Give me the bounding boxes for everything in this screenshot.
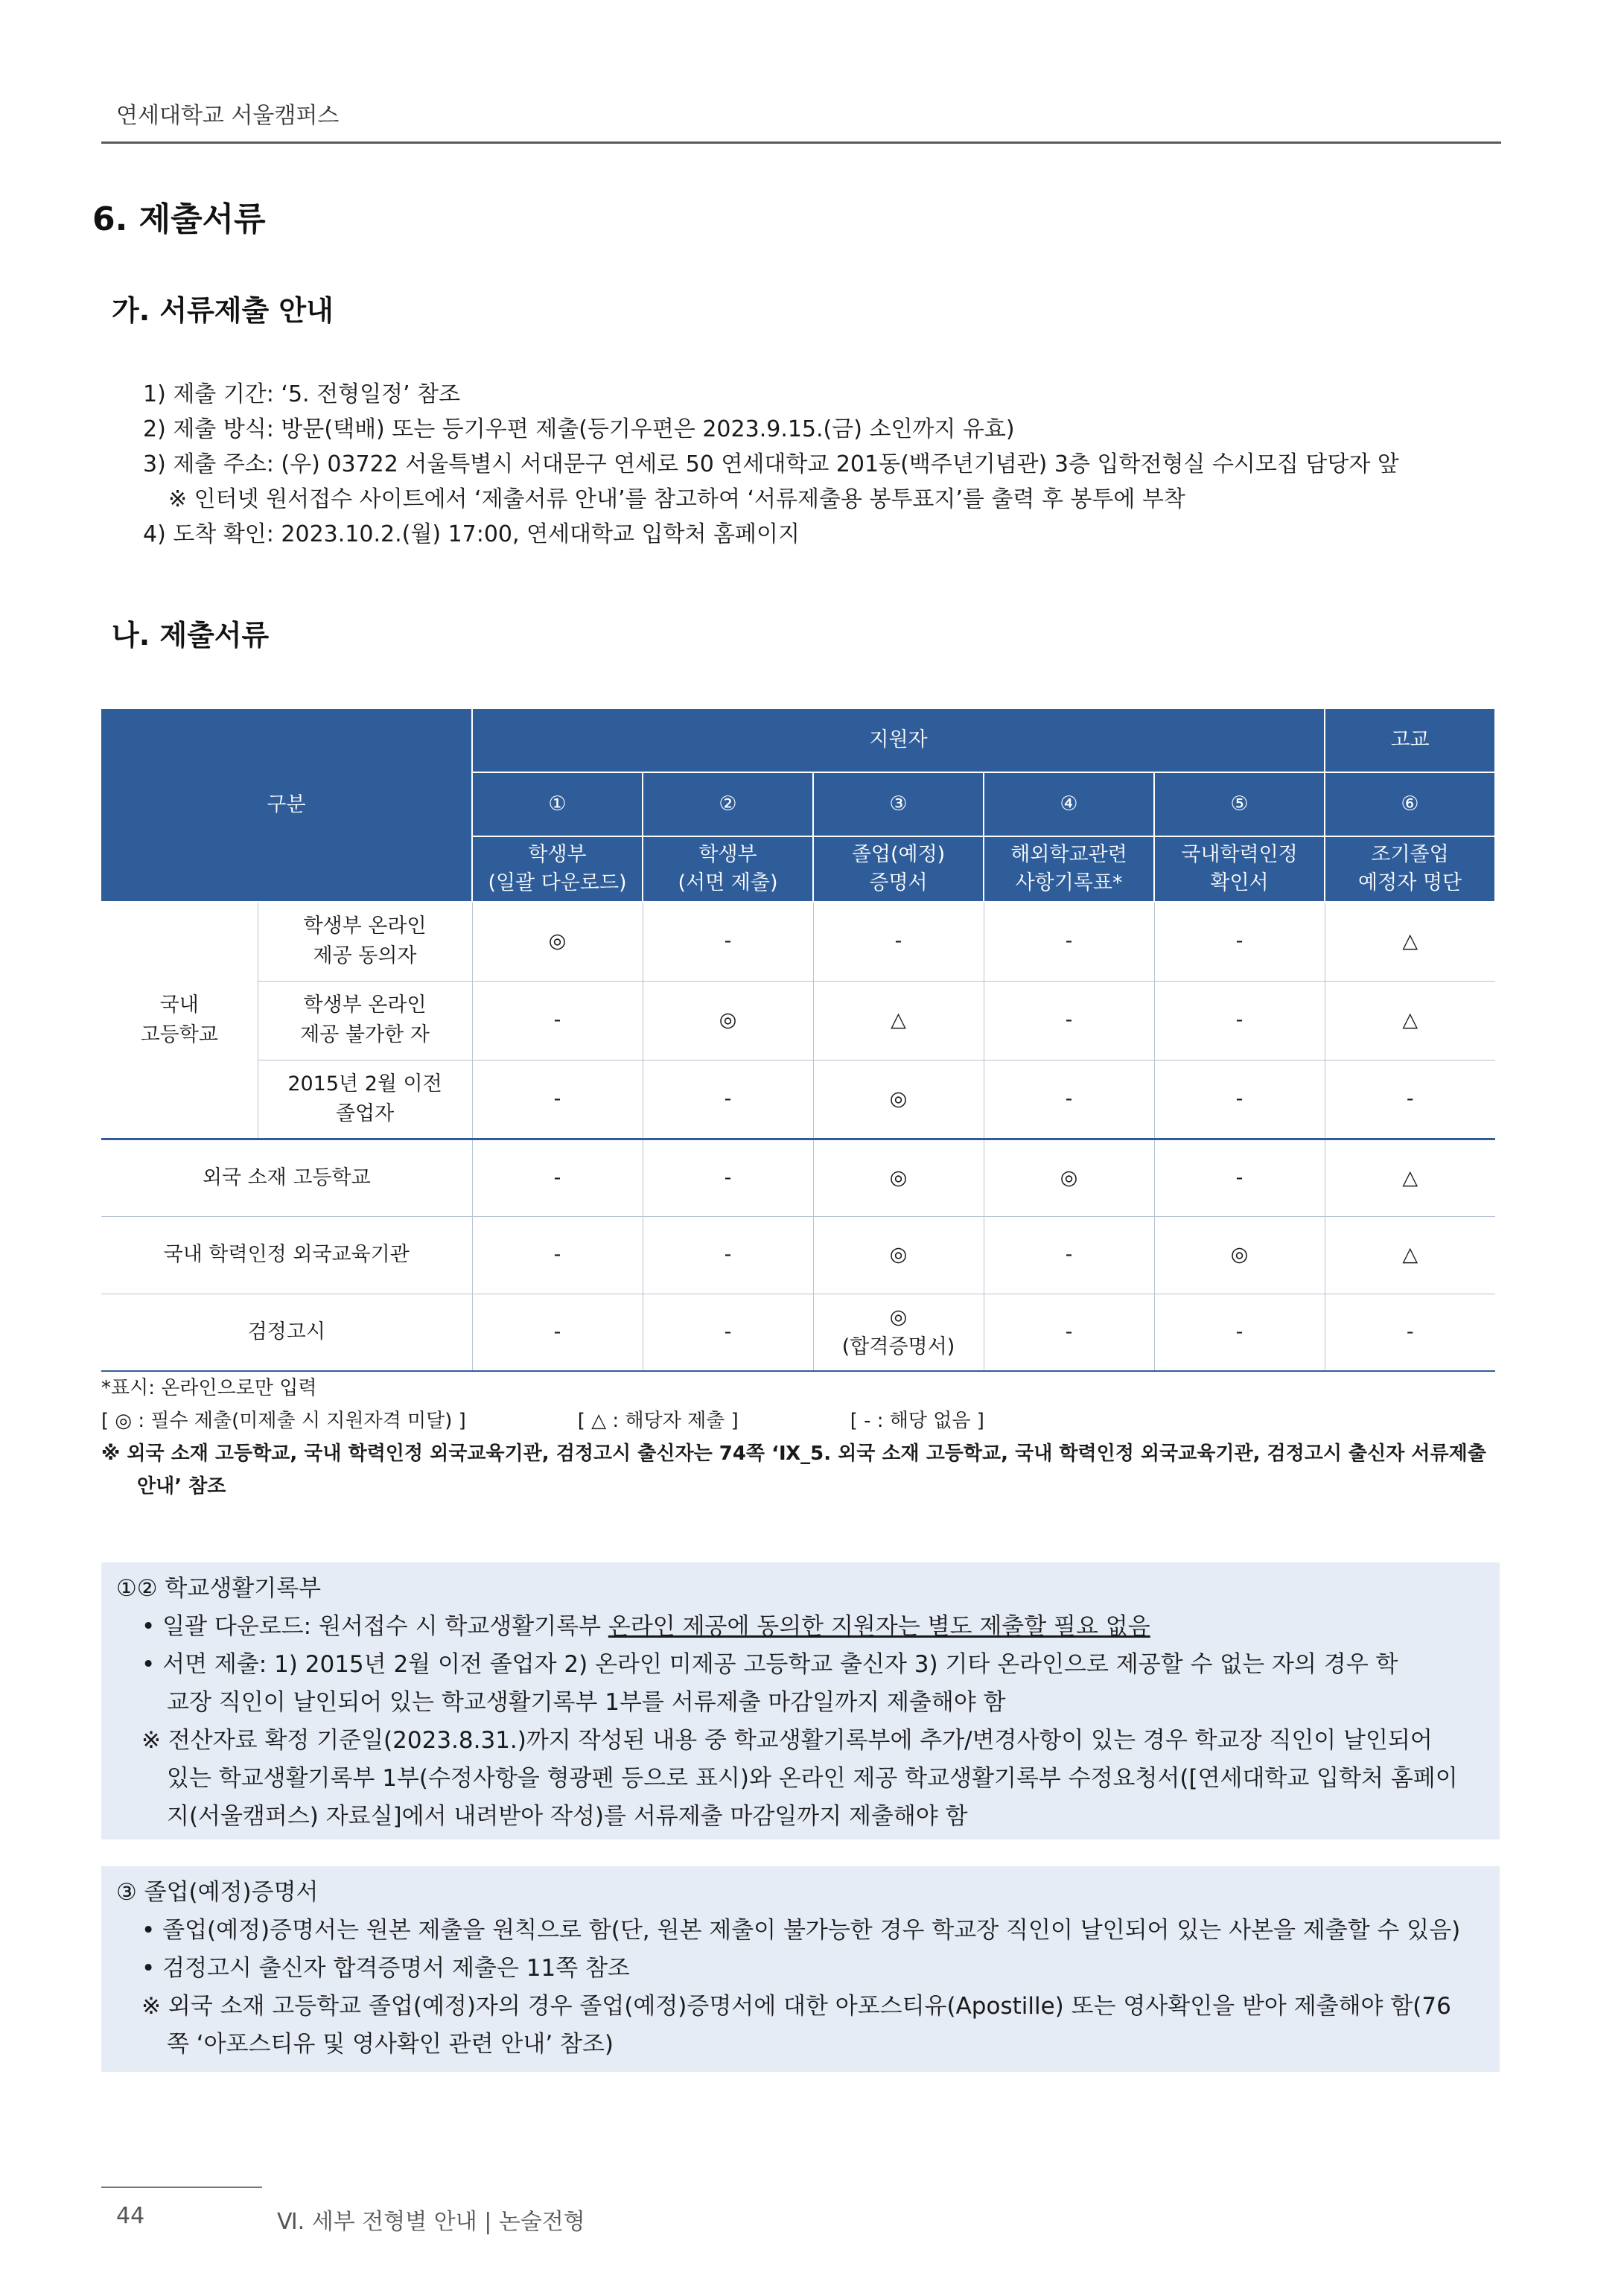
cell: - [1154,1060,1325,1139]
cell: △ [813,981,984,1060]
cell: - [1325,1294,1495,1371]
cell: - [472,1060,643,1139]
page-number: 44 [116,2203,145,2229]
school-record-bullet-paper: • 서면 제출: 1) 2015년 2월 이전 졸업자 2) 온라인 미제공 고등학교 출신자 3) 기타 온라인으로 제공할 수 없는 자의 경우 학 [141,1651,1398,1678]
table-row [101,1294,1495,1371]
header-number: ⑤ [1154,772,1325,836]
cell: - [1325,1060,1495,1139]
school-record-title: ①② 학교생활기록부 [116,1575,322,1602]
cell: - [643,902,813,981]
cell: - [984,981,1154,1060]
cell: - [984,902,1154,981]
cell: - [643,1294,813,1371]
cell: △ [1325,902,1495,981]
foreign-school-note-cont: 안내’ 참조 [137,1475,226,1498]
header-doc-name: 학생부 (일괄 다운로드) [472,836,643,902]
header-applicant: 지원자 [472,708,1325,772]
legend-applicable: [ △ : 해당자 제출 ] [577,1410,739,1432]
cell: △ [1325,1139,1495,1216]
guide-address: 3) 제출 주소: (우) 03722 서울특별시 서대문구 연세로 50 연세대학교 201동(백주년기념관) 3층 입학전형실 수시모집 담당자 앞 [143,451,1399,477]
cell: - [643,1060,813,1139]
header-number: ② [643,772,813,836]
row-label: 학생부 온라인 제공 불가한 자 [258,981,472,1060]
guide-period: 1) 제출 기간: ‘5. 전형일정’ 참조 [143,381,461,407]
school-record-bullet-paper-cont: 교장 직인이 날인되어 있는 학교생활기록부 1부를 서류제출 마감일까지 제출해야 함 [167,1689,1006,1716]
header-number: ① [472,772,643,836]
table-row [101,902,1495,981]
cell: - [1154,1139,1325,1216]
school-record-box [101,1562,1500,1839]
row-label: 외국 소재 고등학교 [101,1139,472,1216]
header-campus: 연세대학교 서울캠퍼스 [116,103,340,129]
header-doc-name: 학생부 (서면 제출) [643,836,813,902]
guide-method: 2) 제출 방식: 방문(택배) 또는 등기우편 제출(등기우편은 2023.9.15.(금) 소인까지 유효) [143,416,1015,442]
cell: - [813,902,984,981]
cell: - [1154,1294,1325,1371]
cell: - [472,981,643,1060]
cell: - [643,1216,813,1294]
row-label: 2015년 2월 이전 졸업자 [258,1060,472,1139]
header-number: ⑥ [1325,772,1495,836]
cell: - [472,1294,643,1371]
cell: - [984,1294,1154,1371]
legend-required: [ ◎ : 필수 제출(미제출 시 지원자격 미달) ] [101,1410,466,1432]
row-label: 국내 학력인정 외국교육기관 [101,1216,472,1294]
row-label: 학생부 온라인 제공 동의자 [258,902,472,981]
row-label: 검정고시 [101,1294,472,1371]
header-category: 구분 [101,708,472,902]
header-divider [101,141,1501,144]
graduation-cert-note: ※ 외국 소재 고등학교 졸업(예정)자의 경우 졸업(예정)증명서에 대한 아포스티유(Apostille) 또는 영사확인을 받아 제출해야 함(76 [141,1993,1451,2020]
guide-envelope-note: ※ 인터넷 원서접수 사이트에서 ‘제출서류 안내’를 참고하여 ‘서류제출용 봉투표지’를 출력 후 봉투에 부착 [168,486,1185,512]
table-row [101,1139,1495,1216]
cell: ◎ [643,981,813,1060]
legend-line [101,1405,1486,1437]
header-school: 고교 [1325,708,1495,772]
submission-guide-list [143,377,1399,552]
table-row [101,1060,1495,1139]
cell: - [643,1139,813,1216]
cell: ◎ [472,902,643,981]
cell: △ [1325,981,1495,1060]
cell: - [984,1060,1154,1139]
header-number: ④ [984,772,1154,836]
cell: - [1154,981,1325,1060]
footer-section: Ⅵ. 세부 전형별 안내 | 논술전형 [277,2209,585,2235]
header-doc-name: 조기졸업 예정자 명단 [1325,836,1495,902]
table-notes [101,1372,1486,1503]
header-doc-name: 국내학력인정 확인서 [1154,836,1325,902]
graduation-cert-title: ③ 졸업(예정)증명서 [116,1879,319,1906]
documents-table [101,707,1496,1372]
cell: ◎ (합격증명서) [813,1294,984,1371]
subsection-a-title: 가. 서류제출 안내 [112,294,334,327]
cell: - [984,1216,1154,1294]
table-row [101,1216,1495,1294]
table-row [101,981,1495,1060]
section-title: 6. 제출서류 [92,200,266,238]
cell: ◎ [813,1139,984,1216]
school-record-note-cont: 있는 학교생활기록부 1부(수정사항을 형광펜 등으로 표시)와 온라인 제공 학교생활기록부 수정요청서([연세대학교 입학처 홈페이 [167,1765,1458,1792]
online-only-note: *표시: 온라인으로만 입력 [101,1377,317,1399]
foreign-school-note: ※ 외국 소재 고등학교, 국내 학력인정 외국교육기관, 검정고시 출신자는 74쪽 ‘Ⅸ_5. 외국 소재 고등학교, 국내 학력인정 외국교육기관, 검정고시 출신자 서류제출 [101,1443,1486,1465]
cell: △ [1325,1216,1495,1294]
cell: - [472,1139,643,1216]
guide-arrival-check: 4) 도착 확인: 2023.10.2.(월) 17:00, 연세대학교 입학처 홈페이지 [143,521,800,547]
school-record-note-cont: 지(서울캠퍼스) 자료실]에서 내려받아 작성)를 서류제출 마감일까지 제출해야 함 [167,1803,968,1830]
subsection-b-title: 나. 제출서류 [112,619,270,652]
school-record-bullet-download: • 일괄 다운로드: 원서접수 시 학교생활기록부 온라인 제공에 동의한 지원자는 별도 제출할 필요 없음 [141,1613,1150,1640]
cell: - [1154,902,1325,981]
legend-none: [ - : 해당 없음 ] [850,1410,984,1432]
cell: ◎ [1154,1216,1325,1294]
cell: ◎ [813,1216,984,1294]
cell: - [472,1216,643,1294]
graduation-cert-box [101,1866,1500,2072]
domestic-group-label: 국내 고등학교 [101,902,258,1139]
cell: ◎ [813,1060,984,1139]
header-doc-name: 해외학교관련 사항기록표* [984,836,1154,902]
graduation-cert-note-cont: 쪽 ‘아포스티유 및 영사확인 관련 안내’ 참조) [167,2031,614,2058]
cell: ◎ [984,1139,1154,1216]
graduation-cert-bullet-original: • 졸업(예정)증명서는 원본 제출을 원칙으로 함(단, 원본 제출이 불가능한 경우 학교장 직인이 날인되어 있는 사본을 제출할 수 있음) [141,1917,1461,1944]
header-doc-name: 졸업(예정) 증명서 [813,836,984,902]
header-number: ③ [813,772,984,836]
graduation-cert-bullet-ged: • 검정고시 출신자 합격증명서 제출은 11쪽 참조 [141,1955,630,1982]
school-record-note: ※ 전산자료 확정 기준일(2023.8.31.)까지 작성된 내용 중 학교생활기록부에 추가/변경사항이 있는 경우 학교장 직인이 날인되어 [141,1727,1433,1754]
footer-divider [101,2187,262,2188]
